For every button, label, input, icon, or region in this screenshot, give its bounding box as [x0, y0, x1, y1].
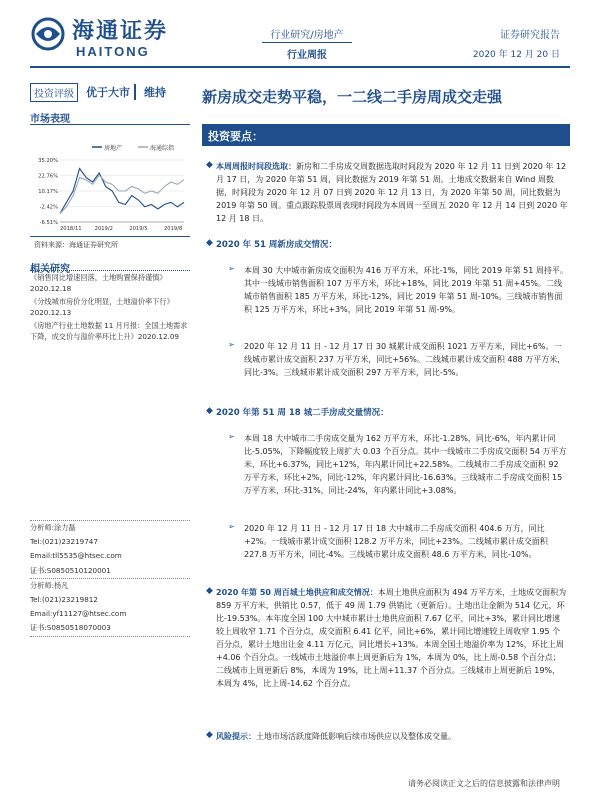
y-tick-label: 35.20%: [38, 158, 58, 164]
analyst-tel: Tel:(021)23219747: [30, 537, 98, 547]
paragraph-text: 本周土地供应面积为 494 万平方米，土地成交面积为 859 万平方米，供销比 0.57，低于 49 周 1.79 供销比（更新后）。土地出让金额为 514 亿元，环比-19.53%。本年度全国 100 大中城市累计土地供应面积 7.67 亿平，同比+3%，累计同比增速较上周收窄 1.71 个百分点，成交面积 6.41 亿平，同比+6%，累计同比增速较上周收窄 1.95 个百分点，累计土地出让金 4.11 万亿元，同比增长+13%。本周全国土地溢价率为 12%，环比上周+4.06 个百分点。一线城市土地溢价率上周更新后为 1%，本周为 0%，比上周-0.58 个百分点；二线城市上周更新后 8%，本周为 19%，比上周+11.37 个百分点。三线城市上周更新后 19%，本周为 4%，比上周-14.62 个百分点。: [216, 588, 567, 688]
logo-chinese-name: 海通证券: [72, 18, 169, 44]
paragraph-text: 土地市场活跃度降低影响后续市场供应以及整体成交量。: [256, 732, 456, 741]
investment-rating: [30, 82, 190, 102]
analyst-name: 分析师:涂力磊: [30, 523, 76, 532]
paragraph-period: [216, 160, 568, 225]
paragraph-second-hand-weekly: 本周 18 大中城市二手房成交量为 162 万平方米，环比-1.28%，同比-6%，年内累计同比-5.05%，下降幅度较上周扩大 0.03 个百分点。其中一线城市二手房成交面积 54 万平方米，环比+6.37%，同比+12%，年内累计同比+22.58%。二线城市二手房成交面积 92 万平方米，环比+2%，同比-12%，年内累计同比-16.63%。三线城市二手房成交面积 15 万平方米，环比-31%，同比-24%，年内累计同比+3.08%。: [244, 434, 567, 495]
arrow-icon: ➢: [228, 522, 235, 531]
report-date: 2020 年 12 月 20 日: [472, 50, 560, 60]
y-tick-label: -2.42%: [39, 204, 58, 211]
legend-label: 房地产: [104, 145, 123, 152]
header-center: [262, 26, 352, 41]
haitong-emblem-icon: [30, 14, 66, 54]
haitong-logo: [30, 10, 190, 60]
x-tick-label: 2019/8: [164, 226, 183, 232]
series-line: [60, 175, 184, 213]
logo-english-name: HAITONG: [76, 44, 150, 59]
header-center-divider: [262, 42, 352, 43]
rating-label: 投资评级: [30, 83, 78, 102]
paragraph-new-home-weekly: 本周 30 大中城市新房成交面积为 416 万平方米，环比-1%，同比 2019 年第 51 周持平。其中一线城市销售面积 107 万平方米，环比+18%，同比 2019 年第 51 周+45%。二线城市销售面积 185 万平方米，环比-12%，同比 2019 年第 51 周-10%。三线城市销售面积 125 万平方米，环比+3%，同比 2019 年第 51 周-9%。: [244, 266, 568, 314]
new-home-heading: 2020 年 51 周新房成交情况：: [216, 240, 337, 250]
chart-source-rule: [30, 236, 190, 237]
analyst-email[interactable]: Email:yf11127@htsec.com: [30, 609, 127, 619]
analyst-contacts: [30, 520, 190, 637]
analyst-certificate: 证书:S0850510120001: [30, 565, 111, 575]
analyst-certificate: 证书:S0850518070003: [30, 623, 111, 633]
header-divider: [30, 66, 570, 68]
rating-change: 维持: [144, 86, 166, 99]
paragraph-land: [216, 586, 568, 690]
related-report-2[interactable]: 《分线城市房价分化明显，土地溢价率下行》2020.12.13: [30, 297, 174, 317]
bullet-icon: ◆: [206, 586, 213, 596]
x-tick-label: 2019/5: [129, 226, 148, 232]
page-footer: 请务必阅读正文之后的信息披露和法律声明: [408, 779, 560, 788]
market-performance-chart: [30, 140, 190, 238]
analyst-email[interactable]: Email:tll5535@htsec.com: [30, 551, 122, 561]
bullet-icon: ◆: [206, 160, 213, 170]
arrow-icon: ➢: [228, 264, 235, 273]
paragraph-lead: 本周周报时间段选取：: [216, 162, 296, 171]
paragraph-second-hand-cumulative: 2020 年 12 月 11 日 - 12 月 17 日 18 大中城市二手房成交面积 404.6 万方，同比+2%。一线城市累计成交面积 128.2 万平方米，同比+23%。二线城市累计成交面积 227.8 万平方米，同比-4%。三线城市累计成交面积 48.6 万平方米，同比-10%。: [244, 524, 548, 559]
y-tick-label: -6.51%: [39, 220, 58, 226]
report-type: 行业周报: [287, 50, 327, 61]
second-hand-heading: 2020 年第 51 周 18 城二手房成交量情况：: [216, 408, 389, 418]
paragraph-new-home-cumulative: 2020 年 12 月 11 日 - 12 月 17 日 30 城累计成交面积 1021 万平方米，同比+6%。一线城市累计成交面积 237 万平方米，同比+56%。二线城市累计成交面积 488 万平方米，同比-3%。三线城市累计成交面积 297 万平方米，同比-5%。: [244, 342, 566, 377]
related-research-list: [30, 272, 190, 344]
arrow-icon: ➢: [228, 340, 235, 349]
legend-label: 海通综指: [150, 145, 175, 152]
bullet-icon: ◆: [206, 730, 213, 740]
analyst-name: 分析师:杨凡: [30, 580, 69, 590]
analyst-rule: [30, 636, 190, 637]
y-tick-label: 10.17%: [38, 189, 58, 195]
arrow-icon: ➢: [228, 432, 235, 441]
analyst-tel: Tel:(021)23219812: [30, 595, 98, 605]
bullet-icon: ◆: [206, 406, 213, 416]
paragraph-risk: [216, 730, 568, 743]
market-performance-heading: 市场表现: [30, 114, 70, 125]
related-research-heading: 相关研究: [30, 264, 70, 275]
sidebar-rule: [30, 124, 190, 125]
related-rule: [30, 270, 190, 271]
paragraph-text: 新房和二手房成交周数据选取时间段为 2020 年 12 月 11 日到 2020 年 12 月 17 日，为 2020 年第 51 周，同比数据为 2019 年第 51 周。土地成交数据来自 Wind 周数据，时间段为 2020 年 12 月 07 日到 2020 年 12 月 13 日，为 2020 年第 50 周，同比数据为 2019 年第 50 周。重点跟踪股票周表现时间段为本周周一至周五 2020 年 12 月 14 日到 2020 年 12 月 18 日。: [216, 162, 568, 223]
x-tick-label: 2019/2: [94, 226, 113, 232]
chart-source: 资料来源：海通证券研究所: [34, 241, 118, 249]
key-points-heading: 投资要点：: [202, 124, 570, 146]
related-report-3[interactable]: 《房地产行业土地数据 11 月月报：全国土地需求下降，成交价与溢价率环比上升》2020.12.09: [30, 321, 188, 341]
related-report-1[interactable]: 《销售同比增速回落，土地购置保持谨慎》2020.12.18: [30, 273, 167, 293]
rating-value: 优于大市: [82, 84, 136, 100]
report-title: 新房成交走势平稳，一二线二手房周成交走强: [202, 88, 503, 106]
report-category: 行业研究/房地产: [270, 30, 344, 41]
paragraph-lead: 风险提示：: [216, 732, 256, 741]
paragraph-lead: 2020 年第 50 周百城土地供应和成交情况：: [216, 588, 378, 597]
report-label: 证券研究报告: [500, 30, 560, 41]
y-tick-label: 22.76%: [38, 173, 58, 180]
x-tick-label: 2018/11: [60, 226, 82, 232]
bullet-icon: ◆: [206, 238, 213, 248]
